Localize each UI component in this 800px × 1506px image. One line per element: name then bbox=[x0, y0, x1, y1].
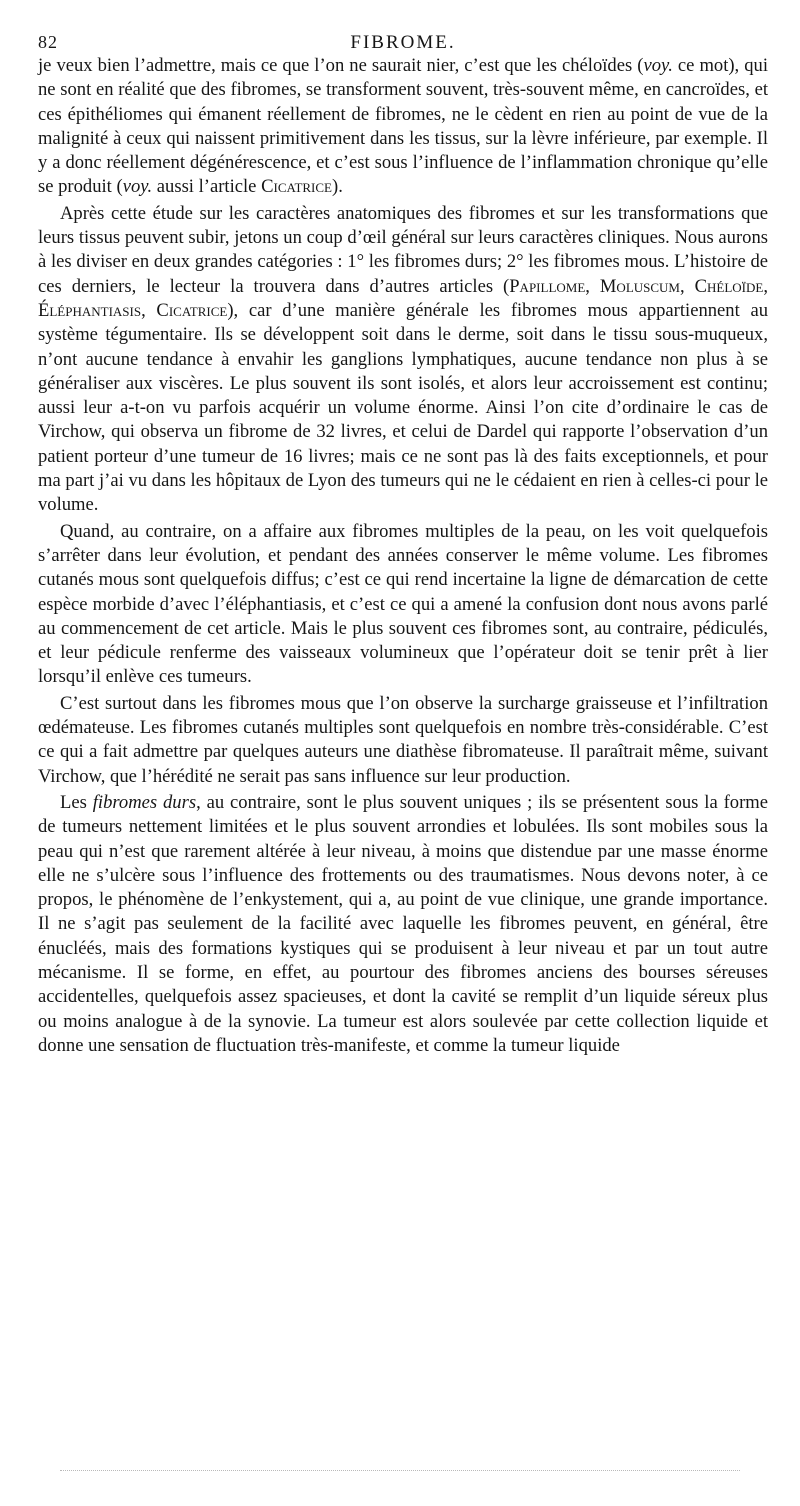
paragraph-text: je veux bien l’admettre, mais ce que l’on ne saurait nier, c’est que les chéloïdes ( bbox=[38, 55, 644, 76]
paragraph-3 bbox=[38, 520, 768, 690]
italic-reference: voy. bbox=[122, 176, 153, 198]
italic-term: fibromes durs bbox=[92, 791, 197, 813]
cross-reference: Cicatrice bbox=[261, 176, 332, 198]
italic-reference: voy. bbox=[643, 55, 673, 76]
paragraph-text: aussi l’article bbox=[152, 176, 262, 198]
paragraph-text: Les bbox=[60, 791, 93, 813]
paragraph-4 bbox=[38, 692, 768, 789]
paragraph-text: , au contraire, sont le plus souvent uniques ; ils se présentent sous la forme de tumeurs nettement limitées et le plus souvent arrondies et lobulées. Ils sont mobiles sous la peau qui n’est que rarement altérée à leur niveau, à moins que distendue par une masse énorme elle ne s’ulcère sous l’influence des frottements ou des traumatismes. Nous devons noter, à ce propos, le phénomène de l’enkystement, qui a, au point de vue clinique, une grande importance. Il ne s’agit pas seulement de la facilité avec laquelle les fibromes peuvent, en général, être énucléés, mais des formations kystiques qui se produisent à leur niveau et par un tout autre mécanisme. Il se forme, en effet, au pourtour des fibromes anciens des bourses séreuses accidentelles, quelquefois assez spacieuses, et dont la cavité se remplit d’un liquide séreux plus ou moins analogue à de la synovie. La tumeur est alors soulevée par cette collection liquide et donne une sensation de fluctuation très-manifeste, et comme la tumeur liquide bbox=[38, 791, 768, 1056]
paragraph-text: ), car d’une manière générale les fibromes mous appartiennent au système tégumentaire. Ils se développent soit dans le derme, soit dans le tissu sous-muqueux, n’ont aucune tendance à envahir les ganglions lymphatiques, aucune tendance non plus à se généraliser aux viscères. Le plus souvent ils sont isolés, et alors leur accroissement est continu; aussi leur a-t-on vu parfois acquérir un volume énorme. Ainsi l’on cite d’ordinaire le cas de Virchow, qui observa un fibrome de 32 livres, et celui de Dardel qui rapporte l’observation d’un patient porteur d’une tumeur de 16 livres; mais ce ne sont pas là des faits exceptionnels, et pour ma part j’ai vu dans les hôpitaux de Lyon des tumeurs qui ne le cédaient en rien à celles-ci pour le volume. bbox=[38, 299, 769, 516]
paragraph-1 bbox=[38, 54, 768, 200]
page-bottom-rule bbox=[60, 1470, 740, 1471]
paragraph-text: ). bbox=[332, 176, 343, 198]
paragraph-5 bbox=[38, 791, 768, 1058]
paragraph-text: ce mot), qui ne sont en réalité que des fibromes, se transforment souvent, très-souvent même, en cancroïdes, et ces épithéliomes qui émanent réellement de fibromes, ne le cèdent en rien au point de vue de la malignité à ceux qui naissent primitivement dans les tissus, sur la lèvre inférieure, par exemple. Il y a donc réellement dégénérescence, et c’est sous l’influence de l’inflammation chronique qu’elle se produit ( bbox=[38, 55, 768, 198]
paragraph-text: C’est surtout dans les fibromes mous que l’on observe la surcharge graisseuse et l’infiltration œdémateuse. Les fibromes cutanés multiples sont quelquefois en nombre très-considérable. C’est ce qui a fait admettre par quelques auteurs une diathèse fibromateuse. Il paraîtrait même, suivant Virchow, que l’hérédité ne serait pas sans influence sur leur production. bbox=[38, 692, 768, 787]
running-head bbox=[38, 26, 768, 53]
paragraph-text: Après cette étude sur les caractères anatomiques des fibromes et sur les transformations que leurs tissus peuvent subir, jetons un coup d’œil général sur leurs caractères cliniques. Nous aurons à les diviser en deux grandes catégories : 1° les fibromes durs; 2° les fibromes mous. L’histoire de ces derniers, le lecteur la trouvera dans d’autres articles ( bbox=[38, 202, 768, 297]
page-number: 82 bbox=[38, 32, 58, 52]
paragraph-2 bbox=[38, 202, 768, 518]
cross-reference-list: Papillome, Moluscum, Chéloïde, Éléphantiasis, Cicatrice bbox=[38, 275, 768, 321]
paragraph-text: Quand, au contraire, on a affaire aux fibromes multiples de la peau, on les voit quelquefois s’arrêter dans leur évolution, et pendant des années conserver le même volume. Les fibromes cutanés mous sont quelquefois diffus; c’est ce qui rend incertaine la ligne de démarcation de cette espèce morbide d’avec l’éléphantiasis, et c’est ce qui a amené la confusion dont nous avons parlé au commencement de cet article. Mais le plus souvent ces fibromes sont, au contraire, pédiculés, et leur pédicule renferme des vaisseaux volumineux que l’opérateur doit se tenir prêt à lier lorsqu’il enlève ces tumeurs. bbox=[38, 520, 768, 688]
body-text bbox=[38, 54, 768, 1058]
running-title: FIBROME. bbox=[350, 32, 456, 53]
